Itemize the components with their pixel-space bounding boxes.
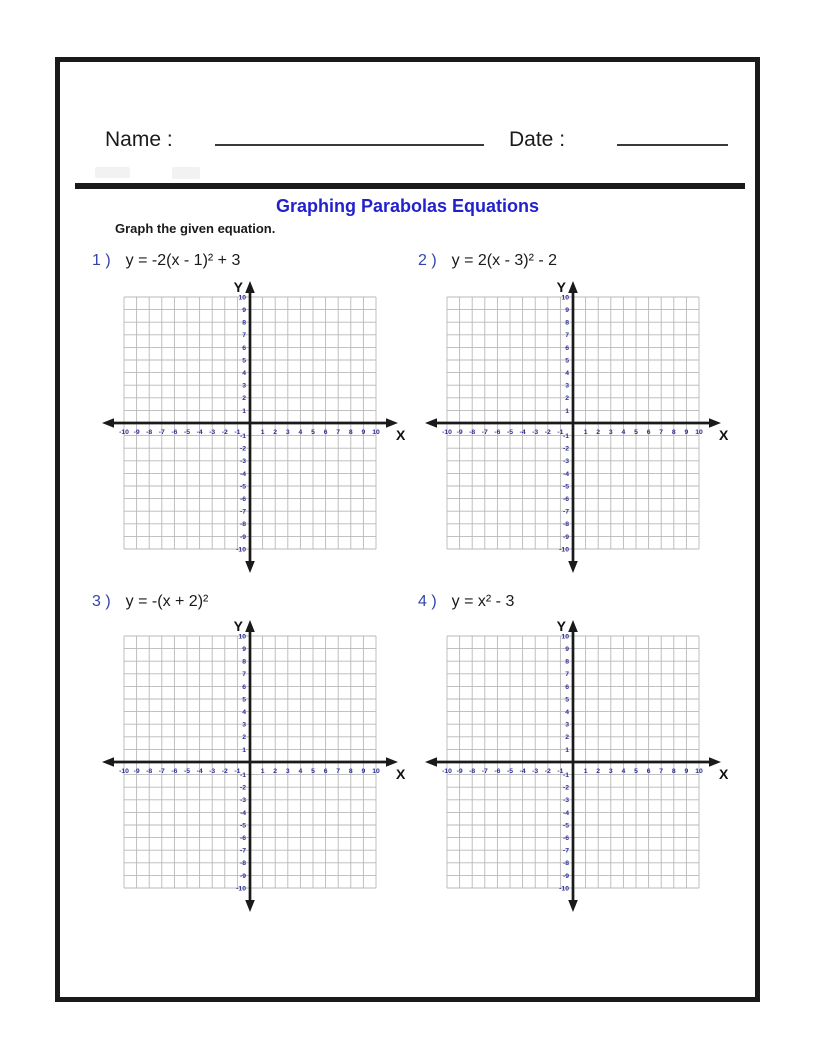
svg-text:-6: -6 [562, 496, 569, 503]
svg-text:-6: -6 [171, 768, 178, 775]
svg-text:-3: -3 [239, 797, 246, 805]
svg-text:1: 1 [260, 768, 265, 775]
name-label: Name : [105, 128, 173, 151]
svg-text:-8: -8 [562, 860, 569, 868]
svg-text:5: 5 [565, 696, 569, 704]
instruction-text: Graph the given equation. [115, 221, 276, 236]
svg-text:-2: -2 [239, 784, 246, 792]
svg-text:-7: -7 [562, 508, 569, 516]
svg-text:-7: -7 [158, 429, 165, 436]
svg-text:10: 10 [238, 294, 246, 302]
svg-text:Y: Y [556, 279, 566, 295]
svg-text:-2: -2 [562, 445, 569, 453]
svg-text:10: 10 [372, 768, 380, 775]
svg-text:3: 3 [565, 382, 569, 390]
svg-text:-7: -7 [481, 768, 488, 775]
svg-text:1: 1 [583, 768, 588, 775]
svg-text:4: 4 [298, 768, 303, 775]
svg-text:-2: -2 [562, 784, 569, 792]
svg-text:3: 3 [242, 382, 246, 390]
svg-text:-1: -1 [562, 433, 569, 440]
date-input-line[interactable] [617, 124, 728, 146]
problem-3-equation: y = -(x + 2)² [125, 593, 209, 610]
svg-text:4: 4 [621, 429, 626, 436]
svg-text:-1: -1 [557, 768, 564, 775]
svg-text:-4: -4 [562, 809, 569, 817]
svg-text:X: X [719, 766, 729, 782]
svg-text:5: 5 [242, 696, 246, 704]
svg-text:6: 6 [323, 768, 328, 775]
svg-text:5: 5 [634, 768, 638, 775]
svg-text:1: 1 [565, 407, 569, 415]
svg-text:-8: -8 [146, 429, 153, 436]
svg-text:-8: -8 [146, 768, 153, 775]
problem-2 [418, 252, 557, 270]
problem-1 [92, 252, 240, 270]
svg-text:8: 8 [348, 768, 353, 775]
svg-text:2: 2 [242, 395, 246, 403]
svg-text:-10: -10 [559, 546, 569, 554]
svg-text:-6: -6 [171, 429, 178, 436]
svg-text:2: 2 [242, 734, 246, 742]
svg-text:7: 7 [336, 429, 341, 436]
svg-text:10: 10 [561, 294, 569, 302]
coordinate-grid-3[interactable] [100, 614, 410, 914]
svg-text:-6: -6 [494, 429, 501, 436]
svg-text:7: 7 [242, 671, 246, 679]
svg-text:-3: -3 [239, 458, 246, 466]
svg-text:-3: -3 [532, 429, 539, 436]
svg-text:-5: -5 [506, 429, 514, 436]
problem-3 [92, 593, 208, 611]
svg-text:8: 8 [242, 319, 246, 327]
svg-text:6: 6 [242, 344, 246, 352]
svg-text:6: 6 [646, 429, 651, 436]
svg-text:-3: -3 [562, 797, 569, 805]
problem-2-equation: y = 2(x - 3)² - 2 [451, 252, 558, 269]
svg-text:-9: -9 [133, 768, 140, 775]
svg-text:1: 1 [260, 429, 265, 436]
svg-text:-9: -9 [456, 768, 463, 775]
svg-text:4: 4 [242, 709, 246, 716]
svg-text:2: 2 [565, 734, 569, 742]
svg-text:2: 2 [273, 429, 278, 436]
svg-text:-7: -7 [239, 508, 246, 516]
svg-text:8: 8 [348, 429, 353, 436]
worksheet-title: Graphing Parabolas Equations [275, 196, 540, 216]
svg-text:-4: -4 [562, 470, 569, 478]
svg-text:-1: -1 [557, 429, 564, 436]
svg-text:7: 7 [565, 671, 569, 679]
svg-text:-1: -1 [234, 429, 241, 436]
problem-3-number: 3 ) [92, 593, 111, 610]
svg-text:7: 7 [242, 332, 246, 340]
svg-text:-8: -8 [562, 521, 569, 529]
svg-text:-4: -4 [196, 429, 203, 436]
svg-text:10: 10 [695, 429, 703, 436]
svg-text:X: X [396, 427, 406, 443]
svg-text:10: 10 [695, 768, 703, 775]
svg-text:10: 10 [561, 633, 569, 641]
svg-text:-2: -2 [221, 429, 228, 436]
svg-text:9: 9 [565, 307, 569, 314]
svg-text:3: 3 [285, 429, 290, 436]
svg-text:-1: -1 [234, 768, 241, 775]
svg-text:5: 5 [311, 768, 315, 775]
svg-text:-9: -9 [562, 872, 569, 880]
svg-text:6: 6 [646, 768, 651, 775]
problem-1-equation: y = -2(x - 1)² + 3 [125, 252, 241, 269]
svg-text:3: 3 [608, 768, 613, 775]
svg-text:-10: -10 [559, 885, 569, 893]
svg-text:2: 2 [596, 768, 601, 775]
svg-text:-1: -1 [239, 433, 246, 440]
svg-text:-2: -2 [239, 445, 246, 453]
svg-text:-5: -5 [562, 483, 569, 491]
svg-text:4: 4 [621, 768, 626, 775]
svg-text:9: 9 [361, 429, 366, 436]
svg-text:-7: -7 [481, 429, 488, 436]
svg-text:-3: -3 [209, 429, 216, 436]
svg-text:6: 6 [565, 683, 569, 691]
svg-text:9: 9 [684, 768, 689, 775]
svg-text:-7: -7 [158, 768, 165, 775]
svg-text:7: 7 [659, 429, 664, 436]
svg-text:-10: -10 [236, 885, 246, 893]
svg-text:4: 4 [242, 370, 246, 377]
svg-text:8: 8 [671, 429, 676, 436]
svg-text:X: X [719, 427, 729, 443]
svg-text:3: 3 [285, 768, 290, 775]
svg-text:5: 5 [242, 357, 246, 365]
svg-text:9: 9 [361, 768, 366, 775]
svg-text:3: 3 [608, 429, 613, 436]
svg-text:-10: -10 [119, 429, 129, 436]
date-label: Date : [509, 128, 566, 151]
svg-text:-3: -3 [532, 768, 539, 775]
problem-4 [418, 593, 514, 611]
svg-text:3: 3 [242, 721, 246, 729]
svg-text:7: 7 [336, 768, 341, 775]
coordinate-grid-4[interactable] [423, 614, 733, 914]
svg-text:-4: -4 [196, 768, 203, 775]
name-input-line[interactable] [215, 124, 484, 146]
svg-text:8: 8 [242, 658, 246, 666]
svg-text:9: 9 [684, 429, 689, 436]
svg-text:4: 4 [565, 709, 569, 716]
double-rule-divider [75, 183, 745, 189]
svg-text:1: 1 [242, 407, 246, 415]
svg-text:-10: -10 [442, 429, 452, 436]
svg-text:-3: -3 [209, 768, 216, 775]
svg-text:-7: -7 [239, 847, 246, 855]
svg-text:-7: -7 [562, 847, 569, 855]
problem-1-number: 1 ) [92, 252, 111, 269]
problem-4-number: 4 ) [418, 593, 437, 610]
svg-text:-5: -5 [239, 822, 246, 830]
svg-text:-10: -10 [236, 546, 246, 554]
svg-text:-1: -1 [562, 772, 569, 779]
svg-text:6: 6 [565, 344, 569, 352]
problem-4-equation: y = x² - 3 [451, 593, 515, 610]
svg-text:-8: -8 [239, 521, 246, 529]
problem-2-number: 2 ) [418, 252, 437, 269]
svg-text:6: 6 [323, 429, 328, 436]
svg-text:-8: -8 [239, 860, 246, 868]
svg-text:-4: -4 [239, 809, 246, 817]
svg-text:Y: Y [233, 618, 243, 634]
svg-text:2: 2 [273, 768, 278, 775]
svg-text:8: 8 [565, 319, 569, 327]
svg-text:-5: -5 [506, 768, 514, 775]
svg-text:2: 2 [565, 395, 569, 403]
svg-text:-5: -5 [183, 768, 191, 775]
svg-text:3: 3 [565, 721, 569, 729]
svg-text:-5: -5 [239, 483, 246, 491]
svg-text:4: 4 [298, 429, 303, 436]
svg-text:-10: -10 [442, 768, 452, 775]
svg-text:-9: -9 [456, 429, 463, 436]
svg-text:Y: Y [556, 618, 566, 634]
svg-text:-10: -10 [119, 768, 129, 775]
svg-text:-2: -2 [544, 768, 551, 775]
svg-text:-6: -6 [239, 835, 246, 842]
svg-text:X: X [396, 766, 406, 782]
svg-text:-8: -8 [469, 768, 476, 775]
svg-text:1: 1 [242, 746, 246, 754]
svg-text:-8: -8 [469, 429, 476, 436]
svg-text:4: 4 [565, 370, 569, 377]
svg-text:-4: -4 [239, 470, 246, 478]
svg-text:7: 7 [659, 768, 664, 775]
svg-text:-6: -6 [494, 768, 501, 775]
svg-text:-9: -9 [133, 429, 140, 436]
svg-text:Y: Y [233, 279, 243, 295]
svg-text:9: 9 [242, 307, 246, 314]
coordinate-grid-1[interactable] [100, 275, 410, 575]
svg-text:-5: -5 [183, 429, 191, 436]
svg-text:6: 6 [242, 683, 246, 691]
svg-text:-4: -4 [519, 429, 526, 436]
svg-text:5: 5 [311, 429, 315, 436]
svg-text:10: 10 [372, 429, 380, 436]
svg-text:9: 9 [565, 646, 569, 653]
svg-text:8: 8 [671, 768, 676, 775]
svg-text:-5: -5 [562, 822, 569, 830]
svg-text:-4: -4 [519, 768, 526, 775]
svg-text:2: 2 [596, 429, 601, 436]
svg-text:-9: -9 [562, 533, 569, 541]
svg-text:9: 9 [242, 646, 246, 653]
page-border [55, 57, 760, 1002]
svg-text:1: 1 [565, 746, 569, 754]
svg-text:5: 5 [634, 429, 638, 436]
svg-text:-2: -2 [544, 429, 551, 436]
svg-text:1: 1 [583, 429, 588, 436]
svg-text:8: 8 [565, 658, 569, 666]
coordinate-grid-2[interactable] [423, 275, 733, 575]
svg-text:-1: -1 [239, 772, 246, 779]
svg-text:-2: -2 [221, 768, 228, 775]
svg-text:-6: -6 [562, 835, 569, 842]
svg-text:-3: -3 [562, 458, 569, 466]
svg-text:-9: -9 [239, 533, 246, 541]
svg-text:10: 10 [238, 633, 246, 641]
svg-text:-6: -6 [239, 496, 246, 503]
svg-text:7: 7 [565, 332, 569, 340]
svg-text:5: 5 [565, 357, 569, 365]
svg-text:-9: -9 [239, 872, 246, 880]
